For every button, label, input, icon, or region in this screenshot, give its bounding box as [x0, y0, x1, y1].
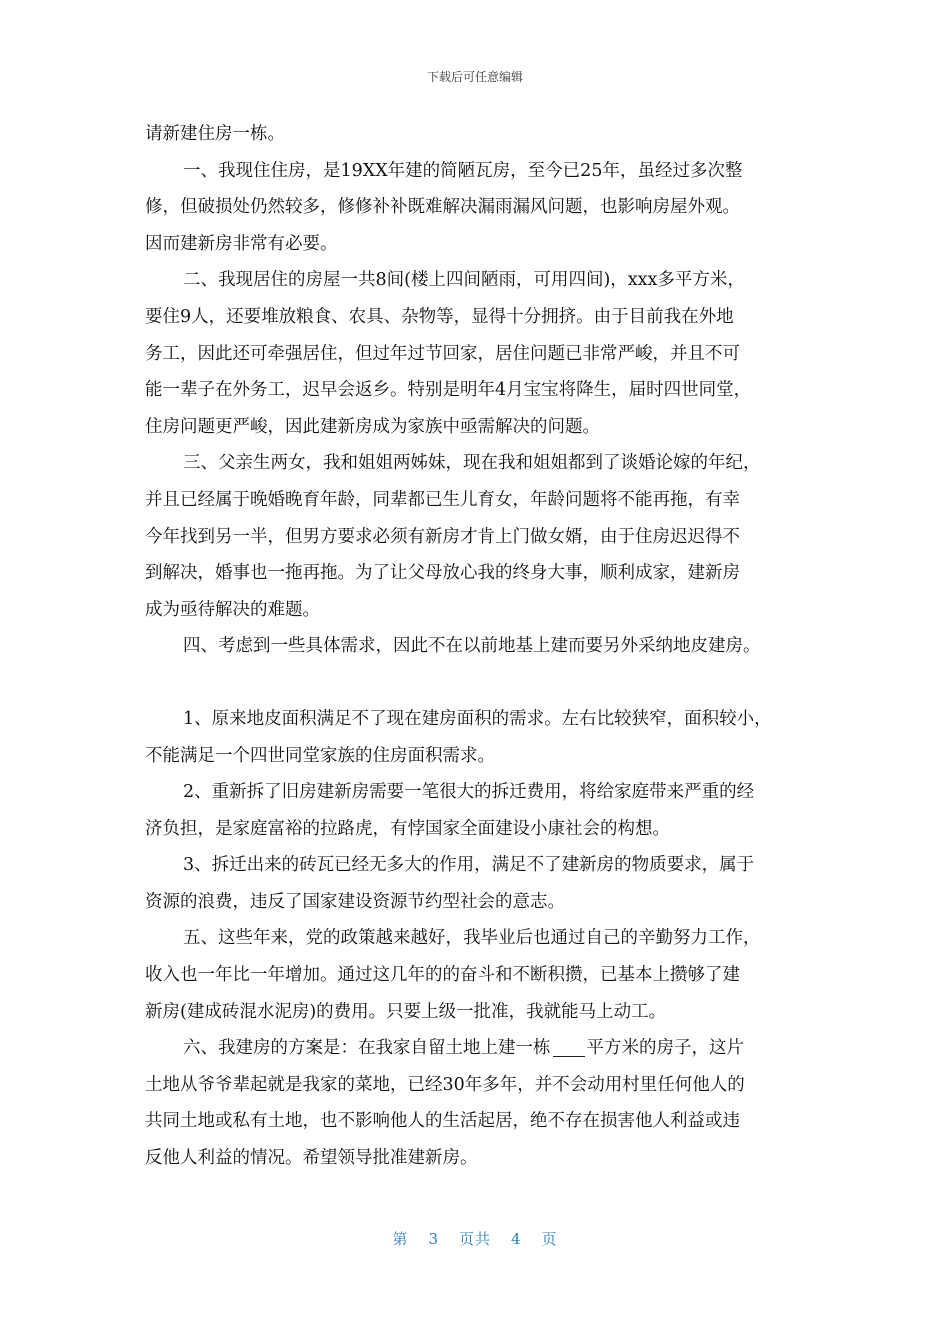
- fill-in-blank: [553, 1034, 585, 1057]
- total-page-count: 4: [511, 1230, 522, 1248]
- paragraph-line: 二、我现居住的房屋一共8间(楼上四间陋雨，可用四间)，xxx多平方米，: [183, 270, 745, 291]
- paragraph-line: 三、父亲生两女，我和姐姐两姊妹，现在我和姐姐都到了谈婚论嫁的年纪，: [183, 453, 761, 474]
- paragraph-line: 并且已经属于晚婚晚育年龄，同辈都已生儿育女，年龄问题将不能再拖，有幸: [145, 489, 740, 510]
- page-header: 下载后可任意编辑: [426, 70, 523, 84]
- footer-prefix: 第: [392, 1230, 409, 1248]
- paragraph-line: 资源的浪费，违反了国家建设资源节约型社会的意志。: [145, 891, 565, 912]
- paragraph-text: 六、我建房的方案是：在我家自留土地上建一栋: [183, 1038, 551, 1059]
- paragraph-line: 因而建新房非常有必要。: [145, 233, 338, 254]
- paragraph-line: 务工，因此还可牵强居住，但过年过节回家，居住问题已非常严峻，并且不可: [145, 343, 740, 364]
- document-body: [145, 116, 817, 1177]
- paragraph-line: 住房问题更严峻，因此建新房成为家族中亟需解决的问题。: [145, 416, 600, 437]
- paragraph-line: 要住9人，还要堆放粮食、农具、杂物等，显得十分拥挤。由于目前我在外地: [145, 306, 734, 327]
- page-footer: [0, 1228, 950, 1249]
- paragraph-line: 2、重新拆了旧房建新房需要一笔很大的拆迁费用，将给家庭带来严重的经: [183, 782, 755, 803]
- paragraph-line: 3、拆迁出来的砖瓦已经无多大的作用，满足不了建新房的物质要求，属于: [183, 855, 755, 876]
- paragraph-line: 不能满足一个四世同堂家族的住房面积需求。: [145, 745, 495, 766]
- paragraph-line: 五、这些年来，党的政策越来越好，我毕业后也通过自己的辛勤努力工作，: [183, 928, 761, 949]
- paragraph-text: 平方米的房子，这片: [586, 1038, 744, 1059]
- paragraph-line: 济负担，是家庭富裕的拉路虎，有悖国家全面建设小康社会的构想。: [145, 818, 670, 839]
- paragraph-line: 成为亟待解决的难题。: [145, 599, 320, 620]
- paragraph-line: 反他人利益的情况。希望领导批准建新房。: [145, 1148, 478, 1169]
- paragraph-line: 1、原来地皮面积满足不了现在建房面积的需求。左右比较狭窄，面积较小，: [183, 708, 772, 729]
- current-page-number: 3: [428, 1230, 439, 1248]
- paragraph-line: 土地从爷爷辈起就是我家的菜地，已经30年多年，并不会动用村里任何他人的: [145, 1074, 745, 1095]
- paragraph-line: 修，但破损处仍然较多，修修补补既难解决漏雨漏风问题，也影响房屋外观。: [145, 197, 740, 218]
- footer-suffix: 页: [541, 1230, 558, 1248]
- paragraph-line: 共同土地或私有土地，也不影响他人的生活起居，绝不存在损害他人利益或违: [145, 1111, 740, 1132]
- paragraph-line: 四、考虑到一些具体需求，因此不在以前地基上建而要另外采纳地皮建房。: [183, 636, 761, 657]
- paragraph-line: 新房(建成砖混水泥房)的费用。只要上级一批准，我就能马上动工。: [145, 1001, 667, 1022]
- paragraph-line: 到解决，婚事也一拖再拖。为了让父母放心我的终身大事，顺利成家，建新房: [145, 563, 740, 584]
- paragraph-line: 今年找到另一半，但男方要求必须有新房才肯上门做女婿，由于住房迟迟得不: [145, 526, 740, 547]
- paragraph-line: 一、我现住住房，是19XX年建的简陋瓦房，至今已25年，虽经过多次整: [183, 160, 743, 181]
- paragraph-line: [145, 1030, 817, 1067]
- footer-middle: 页共: [458, 1230, 491, 1248]
- paragraph-line: 能一辈子在外务工，迟早会返乡。特别是明年4月宝宝将降生，届时四世同堂，: [145, 380, 752, 401]
- paragraph-line: 收入也一年比一年增加。通过这几年的的奋斗和不断积攒，已基本上攒够了建: [145, 965, 740, 986]
- paragraph-spacer: [145, 665, 817, 701]
- paragraph-line: 请新建住房一栋。: [145, 124, 285, 144]
